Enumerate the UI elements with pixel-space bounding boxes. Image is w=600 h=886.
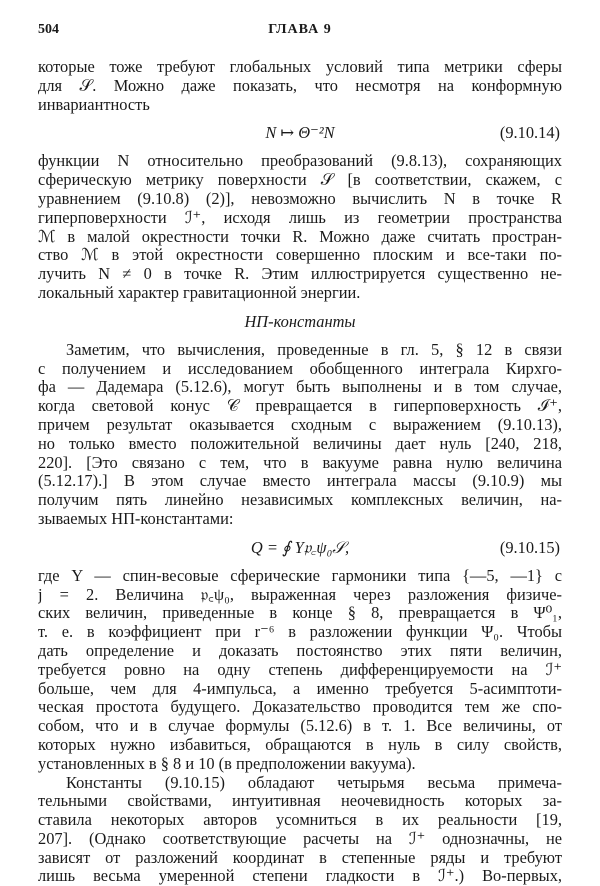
text-line: для 𝒮. Можно даже показать, что несмотря на конформную: [38, 77, 562, 96]
text-line: где Y — спин-весовые сферические гармоники типа {—5, —1} с: [38, 567, 562, 586]
equation-number: (9.10.15): [500, 529, 560, 567]
text-line: установленных в § 8 и 10 (в предположении вакуума).: [38, 755, 562, 774]
text-line: j = 2. Величина 𝔭꜀ψ₀, выраженная через разложения физиче-: [38, 586, 562, 605]
page-number: 504: [38, 22, 59, 38]
text-line: ство ℳ в этой окрестности совершенно плоским и все-таки по-: [38, 246, 562, 265]
paragraph-5: [38, 774, 562, 886]
text-line: 207]. (Однако соответствующие расчеты на ℐ⁺ однозначны, не: [38, 830, 562, 849]
text-line: фа — Дадемара (5.12.6), могут быть выполнены и в том случае,: [38, 378, 562, 397]
text-line: локальный характер гравитационной энергии.: [38, 284, 562, 303]
paragraph-4: [38, 567, 562, 774]
equation-formula: Q = ∮ Y𝔭꜀ψ₀𝒮,: [38, 529, 562, 567]
text-line: ческая простота будущего. Доказательство проводится тем же спо-: [38, 698, 562, 717]
text-line: с получением и исследованием обобщенного интеграла Кирхго-: [38, 360, 562, 379]
text-line: когда световой конус 𝒞 превращается в гиперповерхность ℐ⁺,: [38, 397, 562, 416]
text-line: требуется ровно на одну степень дифференцируемости на ℐ⁺: [38, 661, 562, 680]
paragraph-3: [38, 341, 562, 529]
text-line: но только вместо положительной величины дает нуль [240, 218,: [38, 435, 562, 454]
text-line: зависят от разложений координат в степенные ряды и требуют: [38, 849, 562, 868]
text-line: Константы (9.10.15) обладают четырьмя весьма примеча-: [38, 774, 562, 793]
section-heading: НП-константы: [38, 303, 562, 341]
text-line: получим пять линейно независимых комплексных величин, на-: [38, 491, 562, 510]
text-line: ставила некоторых авторов усомниться в их реальности [19,: [38, 811, 562, 830]
text-line: больше, чем для 4-импульса, а именно требуется 5-асимптоти-: [38, 680, 562, 699]
equation-9-10-14: [38, 114, 562, 152]
text-line: функции N относительно преобразований (9.8.13), сохраняющих: [38, 152, 562, 171]
chapter-title: ГЛАВА 9: [38, 22, 562, 38]
text-line: лучить N ≠ 0 в точке R. Этим иллюстрируется существенно не-: [38, 265, 562, 284]
text-line: инвариантность: [38, 96, 562, 115]
page-header: [38, 22, 562, 40]
equation-formula: N ↦ Θ⁻²N: [38, 114, 562, 152]
text-line: зываемых НП-константами:: [38, 510, 562, 529]
text-line: (5.12.17).] В этом случае вместо интеграла массы (9.10.9) мы: [38, 472, 562, 491]
text-line: которых нужно избавиться, обращаются в нуль в силу свойств,: [38, 736, 562, 755]
page-body: [38, 58, 562, 886]
equation-number: (9.10.14): [500, 114, 560, 152]
text-line: т. е. в коэффициент при r⁻⁶ в разложении функции Ψ₀. Чтобы: [38, 623, 562, 642]
text-line: ских величин, приведенные в конце § 8, превращается в Ψ⁰₁,: [38, 604, 562, 623]
text-line: которые тоже требуют глобальных условий типа метрики сферы: [38, 58, 562, 77]
text-line: лишь весьма умеренной степени гладкости в ℐ⁺.) Во-первых,: [38, 867, 562, 886]
text-line: сферическую метрику поверхности 𝒮 [в соответствии, скажем, с: [38, 171, 562, 190]
text-line: уравнением (9.10.8) (2)], невозможно вычислить N в точке R: [38, 190, 562, 209]
paragraph-2: [38, 152, 562, 302]
text-line: ℳ в малой окрестности точки R. Можно даже считать простран-: [38, 228, 562, 247]
text-line: дать определение и доказать постоянство этих пяти величин,: [38, 642, 562, 661]
text-line: 220]. [Это связано с тем, что в вакууме равна нулю величина: [38, 454, 562, 473]
paragraph-1: [38, 58, 562, 114]
text-line: тельными свойствами, интуитивная неочевидность которых за-: [38, 792, 562, 811]
text-line: собом, что и в случае формулы (5.12.6) в т. 1. Все величины, от: [38, 717, 562, 736]
text-line: гиперповерхности ℐ⁺, исходя лишь из геометрии пространства: [38, 209, 562, 228]
equation-9-10-15: [38, 529, 562, 567]
text-line: Заметим, что вычисления, проведенные в гл. 5, § 12 в связи: [38, 341, 562, 360]
text-line: причем результат оказывается сходным с выражением (9.10.13),: [38, 416, 562, 435]
